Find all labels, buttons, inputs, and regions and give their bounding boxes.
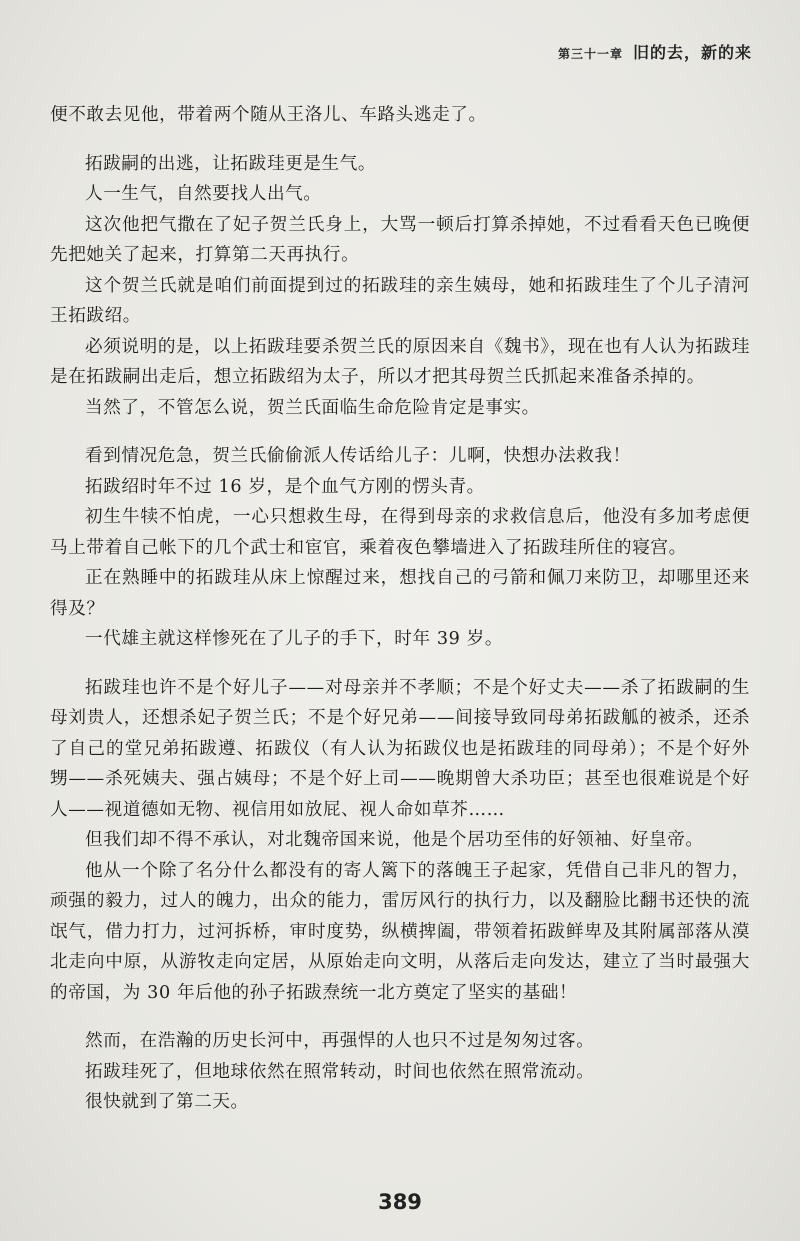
paragraph: 拓跋珪死了，但地球依然在照常转动，时间也依然在照常流动。: [85, 1061, 595, 1082]
paragraph: 一代雄主就这样惨死在了儿子的手下，时年 39 岁。: [85, 629, 504, 649]
paragraph: 便不敢去见他，带着两个随从王洛儿、车路头逃走了。: [50, 105, 487, 125]
paragraph: 正在熟睡中的拓跋珪从床上惊醒过来，想找自己的弓箭和佩刀来防卫，却哪里还来得及？: [50, 568, 750, 619]
paragraph: 他从一个除了名分什么都没有的寄人篱下的落魄王子起家，凭借自己非凡的智力，顽强的毅力，过人的魄力，出众的能力，雷厉风行的执行力，以及翻脸比翻书还快的流氓气，借力打力，过河拆桥，审时度势，纵横捭阖，带领着拓跋鲜卑及其附属部落从漠北走向中原，从游牧走向定居，从原始走向文明，从落后走向发达，建立了当时最强大的帝国，为 30 年后他的孙子拓跋焘统一北方奠定了坚实的基础！: [50, 860, 750, 1003]
paragraph: 人一生气，自然要找人出气。: [85, 184, 322, 204]
paragraph: 然而，在浩瀚的历史长河中，再强悍的人也只不过是匆匆过客。: [85, 1031, 595, 1051]
paragraph: 必须说明的是，以上拓跋珪要杀贺兰氏的原因来自《魏书》，现在也有人认为拓跋珪是在拓跋嗣出走后，想立拓跋绍为太子，所以才把其母贺兰氏抓起来准备杀掉的。: [50, 336, 750, 387]
chapter-title: 旧的去，新的来: [632, 43, 752, 62]
paragraph: 拓跋绍时年不过 16 岁，是个血气方刚的愣头青。: [85, 476, 485, 497]
paragraph: 拓跋珪也许不是个好儿子——对母亲并不孝顺；不是个好丈夫——杀了拓跋嗣的生母刘贵人，还想杀妃子贺兰氏；不是个好兄弟——间接导致同母弟拓跋觚的被杀，还杀了自己的堂兄弟拓跋遵、拓跋仪（有人认为拓跋仪也是拓跋珪的同母弟）；不是个好外甥——杀死姨夫、强占姨母；不是个好上司——晚期曾大杀功臣；甚至也很难说是个好人——视道德如无物、视信用如放屁、视人命如草芥……: [50, 677, 750, 820]
paragraph: 这个贺兰氏就是咱们前面提到过的拓跋珪的亲生姨母，她和拓跋珪生了个儿子清河王拓跋绍。: [50, 275, 750, 326]
paragraph: 但我们却不得不承认，对北魏帝国来说，他是个居功至伟的好领袖、好皇帝。: [85, 830, 704, 850]
chapter-number: 第三十一章: [557, 47, 623, 61]
paragraph: 很快就到了第二天。: [85, 1092, 249, 1112]
paragraph: 这次他把气撒在了妃子贺兰氏身上，大骂一顿后打算杀掉她，不过看看天色已晚便先把她关了起来，打算第二天再执行。: [50, 214, 750, 265]
paragraph: 当然了，不管怎么说，贺兰氏面临生命危险肯定是事实。: [85, 397, 540, 418]
paragraph: 初生牛犊不怕虎，一心只想救生母，在得到母亲的求救信息后，他没有多加考虑便马上带着自己帐下的几个武士和宦官，乘着夜色攀墙进入了拓跋珪所住的寝宫。: [50, 507, 750, 558]
page-number: 389: [378, 1190, 422, 1214]
paragraph: 看到情况危急，贺兰氏偷偷派人传话给儿子：儿啊，快想办法救我！: [85, 446, 631, 466]
paragraph: 拓跋嗣的出逃，让拓跋珪更是生气。: [85, 153, 377, 174]
running-header: [558, 40, 752, 63]
body-text: [50, 100, 750, 1118]
